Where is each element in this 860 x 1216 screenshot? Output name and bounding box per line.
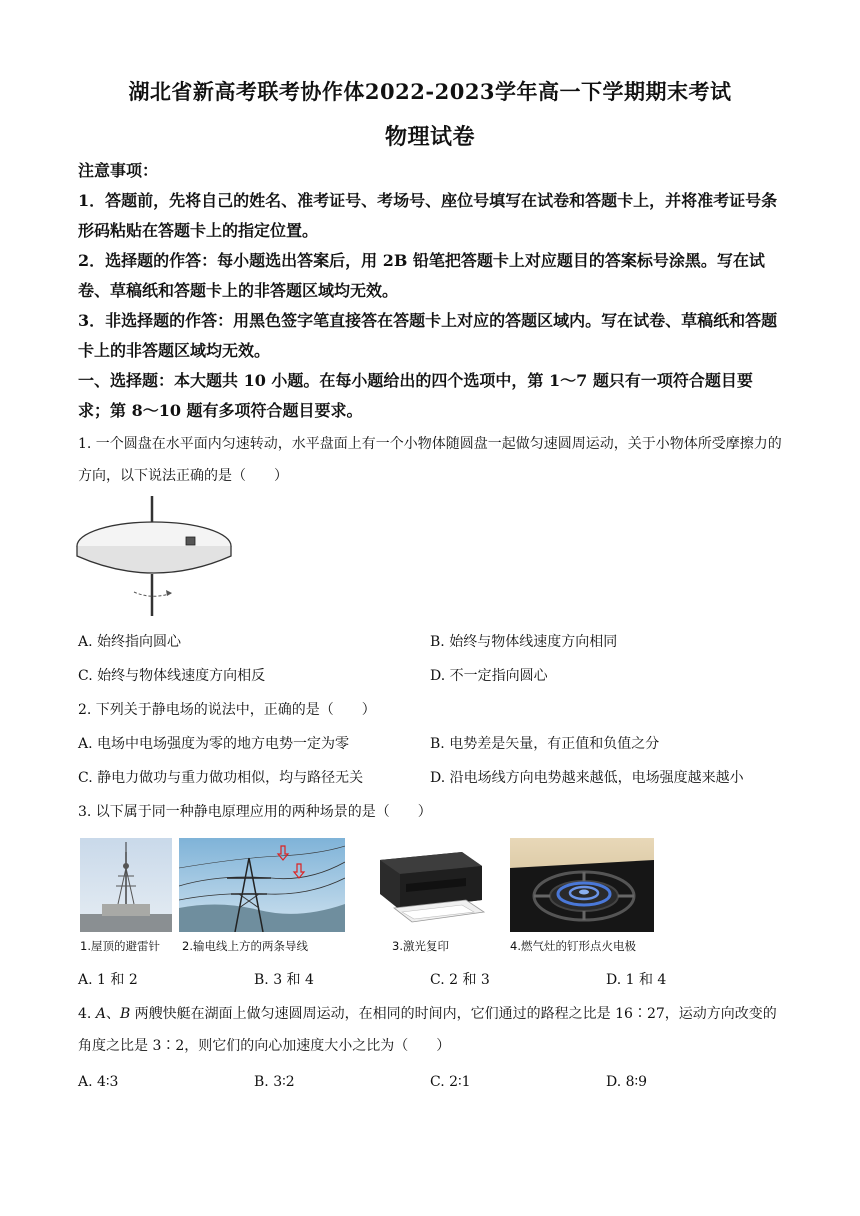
q1-option-a: A. 始终指向圆心	[78, 634, 182, 650]
q4-option-b: B. 3∶2	[254, 1074, 295, 1090]
q1-option-b: B. 始终与物体线速度方向相同	[430, 634, 618, 650]
exam-subtitle: 物理试卷	[384, 124, 475, 150]
question-1-stem: 1. 一个圆盘在水平面内匀速转动，水平盘面上有一个小物体随圆盘一起做匀速圆周运动，关于小物体所受摩擦力的方向，以下说法正确的是（ ）	[78, 436, 782, 484]
q4-var-a: A	[95, 1006, 106, 1022]
q4-stem-text: 两艘快艇在湖面上做匀速圆周运动，在相同的时间内，它们通过的路程之比是 16∶27，运动方向改变的角度之比是 3∶2，则它们的向心加速度大小之比为（ ）	[78, 1006, 777, 1054]
notice-item-2: 2．选择题的作答：每小题选出答案后，用 2B 铅笔把答题卡上对应题目的答案标号涂黑。写在试卷、草稿纸和答题卡上的非答题区域均无效。	[78, 251, 765, 300]
q4-separator: 、	[105, 1006, 120, 1022]
q3-option-a: A. 1 和 2	[78, 972, 138, 988]
laser-printer-photo	[366, 838, 490, 932]
q3-option-b: B. 3 和 4	[254, 972, 314, 988]
q3-caption-1: 1.屋顶的避雷针	[80, 939, 160, 953]
lightning-rod-photo	[80, 838, 172, 932]
notice-item-1: 1．答题前，先将自己的姓名、准考证号、考场号、座位号填写在试卷和答题卡上，并将准考证号条形码粘贴在答题卡上的指定位置。	[78, 191, 778, 240]
q1-option-c: C. 始终与物体线速度方向相反	[78, 668, 266, 684]
q4-var-b: B	[119, 1006, 131, 1022]
q2-option-a: A. 电场中电场强度为零的地方电势一定为零	[78, 736, 350, 752]
q2-option-b: B. 电势差是矢量，有正值和负值之分	[430, 736, 660, 752]
gas-stove-photo	[510, 838, 654, 932]
q4-option-d: D. 8∶9	[606, 1074, 648, 1090]
question-2-stem: 2. 下列关于静电场的说法中，正确的是（ ）	[78, 702, 376, 718]
question-3-stem: 3. 以下属于同一种静电原理应用的两种场景的是（ ）	[78, 804, 432, 820]
section-1-heading: 一、选择题：本大题共 10 小题。在每小题给出的四个选项中，第 1～7 题只有一项符合题目要求；第 8～10 题有多项符合题目要求。	[78, 371, 753, 420]
notice-item-3: 3．非选择题的作答：用黑色签字笔直接答在答题卡上对应的答题区域内。写在试卷、草稿纸和答题卡上的非答题区域均无效。	[78, 311, 778, 360]
q4-number: 4.	[78, 1006, 96, 1022]
q3-caption-4: 4.燃气灶的钉形点火电极	[510, 939, 636, 953]
q3-option-c: C. 2 和 3	[430, 972, 490, 988]
exam-title: 湖北省新高考联考协作体2022-2023学年高一下学期期末考试	[128, 79, 732, 104]
q4-option-c: C. 2∶1	[430, 1074, 471, 1090]
power-line-photo	[179, 838, 345, 932]
q3-option-d: D. 1 和 4	[606, 972, 667, 988]
q1-option-d: D. 不一定指向圆心	[430, 668, 548, 684]
rotating-disk-figure	[76, 494, 236, 618]
q4-option-a: A. 4∶3	[78, 1074, 119, 1090]
q3-caption-2: 2.输电线上方的两条导线	[182, 939, 308, 953]
question-4-stem	[78, 998, 784, 1062]
q2-option-c: C. 静电力做功与重力做功相似，均与路径无关	[78, 770, 364, 786]
q2-option-d: D. 沿电场线方向电势越来越低，电场强度越来越小	[430, 770, 744, 786]
notice-heading: 注意事项：	[78, 161, 159, 180]
q3-caption-3: 3.激光复印	[392, 939, 449, 953]
